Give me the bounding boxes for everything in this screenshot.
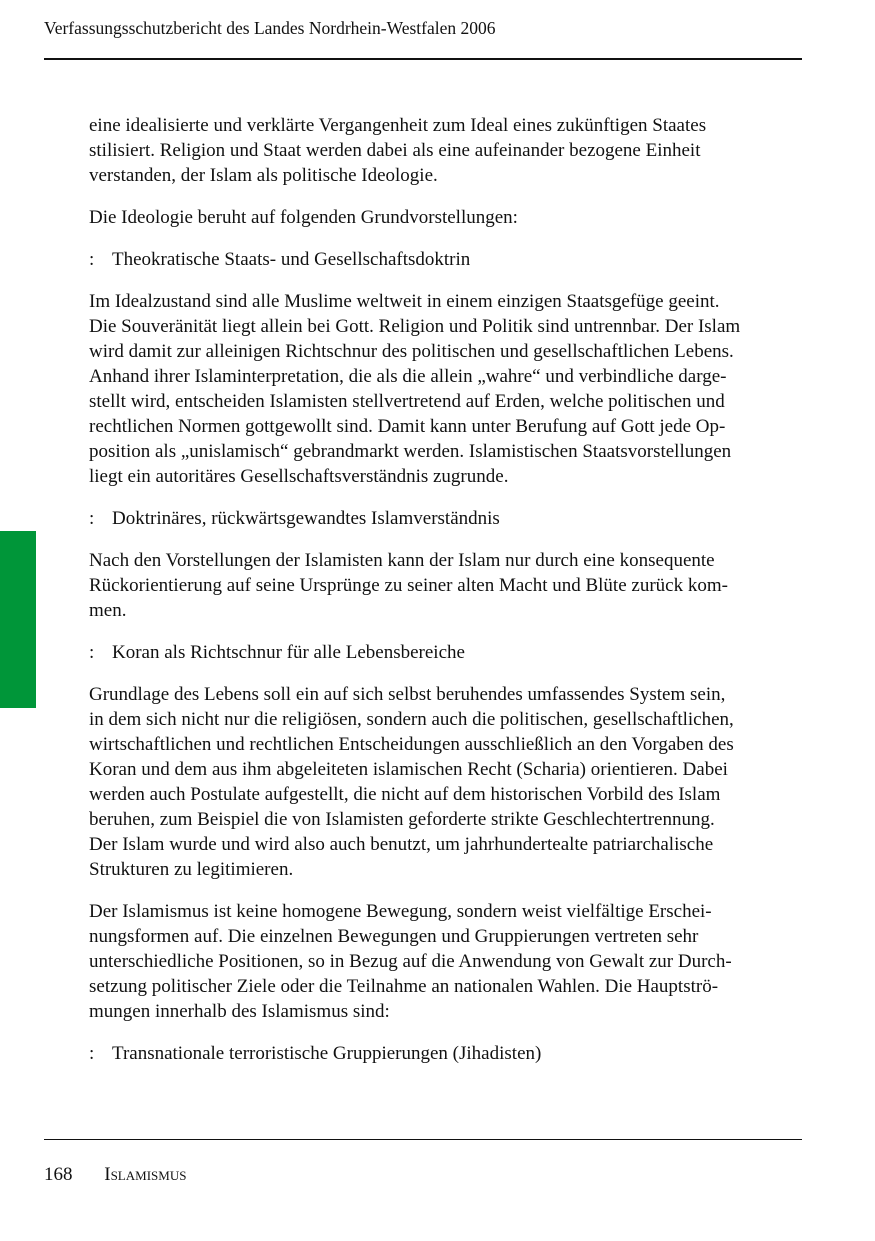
text-line: in dem sich nicht nur die religiösen, sondern auch die politischen, gesellschaftlichen,	[89, 709, 734, 730]
text-line: men.	[89, 600, 127, 621]
running-header: Verfassungsschutzbericht des Landes Nordrhein-Westfalen 2006	[44, 18, 496, 38]
text-line: stellt wird, entscheiden Islamisten stellvertretend auf Erden, welche politischen und	[89, 391, 725, 412]
text-line: verstanden, der Islam als politische Ideologie.	[89, 165, 438, 186]
text-line: setzung politischer Ziele oder die Teilnahme an nationalen Wahlen. Die Hauptströ-	[89, 976, 719, 997]
text-line: wirtschaftlichen und rechtlichen Entscheidungen ausschließlich an den Vorgaben des	[89, 734, 734, 755]
bullet-text: Koran als Richtschnur für alle Lebensbereiche	[112, 642, 465, 663]
text-line: Der Islam wurde und wird also auch benutzt, um jahrhundertealte patriarchalische	[89, 834, 714, 855]
section-label: Islamismus	[104, 1164, 187, 1185]
paragraph	[89, 899, 803, 1024]
text-line: eine idealisierte und verklärte Vergangenheit zum Ideal eines zukünftigen Staates	[89, 115, 707, 136]
bullet-mark: :	[89, 1043, 95, 1064]
section-color-tab	[0, 531, 36, 708]
text-line: Strukturen zu legitimieren.	[89, 859, 294, 880]
text-line: Anhand ihrer Islaminterpretation, die als die allein „wahre“ und verbindliche darge-	[89, 366, 727, 387]
paragraph	[89, 682, 803, 882]
page-number: 168	[44, 1164, 73, 1185]
text-line: werden auch Postulate aufgestellt, die nicht auf dem historischen Vorbild des Islam	[89, 784, 721, 805]
bullet-text: Theokratische Staats- und Gesellschaftsdoktrin	[112, 249, 471, 270]
text-line: Nach den Vorstellungen der Islamisten kann der Islam nur durch eine konsequente	[89, 550, 715, 571]
bullet-item	[89, 247, 803, 272]
text-line: Grundlage des Lebens soll ein auf sich selbst beruhendes umfassendes System sein,	[89, 684, 726, 705]
bullet-mark: :	[89, 249, 95, 270]
text-line: unterschiedliche Positionen, so in Bezug auf die Anwendung von Gewalt zur Durch-	[89, 951, 732, 972]
text-line: position als „unislamisch“ gebrandmarkt werden. Islamistischen Staatsvorstellungen	[89, 441, 732, 462]
bullet-item	[89, 506, 803, 531]
text-line: Der Islamismus ist keine homogene Bewegung, sondern weist vielfältige Erschei-	[89, 901, 712, 922]
text-line: Im Idealzustand sind alle Muslime weltweit in einem einzigen Staatsgefüge geeint.	[89, 291, 720, 312]
paragraph	[89, 205, 803, 230]
text-line: beruhen, zum Beispiel die von Islamisten geforderte strikte Geschlechtertrennung.	[89, 809, 715, 830]
text-line: wird damit zur alleinigen Richtschnur des politischen und gesellschaftlichen Lebens.	[89, 341, 734, 362]
paragraph	[89, 113, 803, 188]
body-text	[89, 113, 803, 1083]
text-line: mungen innerhalb des Islamismus sind:	[89, 1001, 390, 1022]
text-line: rechtlichen Normen gottgewollt sind. Damit kann unter Berufung auf Gott jede Op-	[89, 416, 726, 437]
bullet-mark: :	[89, 508, 95, 529]
text-line: Die Ideologie beruht auf folgenden Grundvorstellungen:	[89, 207, 518, 228]
text-line: stilisiert. Religion und Staat werden dabei als eine aufeinander bezogene Einheit	[89, 140, 701, 161]
bullet-text: Transnationale terroristische Gruppierungen (Jihadisten)	[112, 1043, 542, 1064]
text-line: Rückorientierung auf seine Ursprünge zu seiner alten Macht und Blüte zurück kom-	[89, 575, 728, 596]
bullet-mark: :	[89, 642, 95, 663]
text-line: Koran und dem aus ihm abgeleiteten islamischen Recht (Scharia) orientieren. Dabei	[89, 759, 728, 780]
text-line: nungsformen auf. Die einzelnen Bewegungen und Gruppierungen vertreten sehr	[89, 926, 699, 947]
bullet-text: Doktrinäres, rückwärtsgewandtes Islamverständnis	[112, 508, 500, 529]
paragraph	[89, 548, 803, 623]
paragraph	[89, 289, 803, 489]
text-line: liegt ein autoritäres Gesellschaftsverständnis zugrunde.	[89, 466, 509, 487]
footer-divider	[44, 1139, 802, 1140]
page-footer	[44, 1163, 186, 1187]
bullet-item	[89, 1041, 803, 1066]
bullet-item	[89, 640, 803, 665]
text-line: Die Souveränität liegt allein bei Gott. Religion und Politik sind untrennbar. Der Islam	[89, 316, 741, 337]
header-divider	[44, 58, 802, 60]
